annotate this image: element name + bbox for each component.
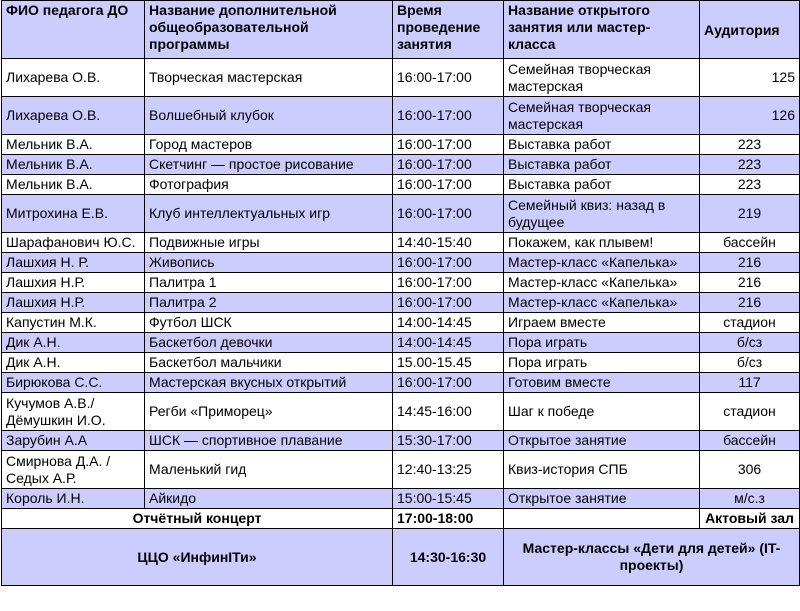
footer-time: 14:30-16:30 — [393, 529, 504, 586]
schedule-table — [1, 0, 800, 586]
cell-room: стадион — [700, 313, 800, 333]
table-row — [2, 293, 800, 313]
table-row — [2, 333, 800, 353]
cell-teacher: Король И.Н. — [2, 489, 145, 509]
cell-program: Мастерская вкусных открытий — [145, 373, 393, 393]
cell-time: 14:00-14:45 — [393, 313, 504, 333]
cell-event: Выставка работ — [504, 135, 700, 155]
cell-time: 14:00-14:45 — [393, 333, 504, 353]
cell-program: Регби «Приморец» — [145, 393, 393, 431]
table-row — [2, 253, 800, 273]
table-row — [2, 373, 800, 393]
cell-room: бассейн — [700, 233, 800, 253]
table-row — [2, 233, 800, 253]
cell-time: 14:45-16:00 — [393, 393, 504, 431]
table-row — [2, 175, 800, 195]
header-program: Название дополнительной общеобразовательной программы — [145, 1, 393, 59]
cell-event: Пора играть — [504, 353, 700, 373]
cell-room: 223 — [700, 155, 800, 175]
cell-teacher: Мельник В.А. — [2, 135, 145, 155]
cell-time: 16:00-17:00 — [393, 253, 504, 273]
cell-event: Мастер-класс «Капелька» — [504, 293, 700, 313]
cell-program: Маленький гид — [145, 451, 393, 489]
cell-time: 16:00-17:00 — [393, 155, 504, 175]
cell-event: Готовим вместе — [504, 373, 700, 393]
cell-room: 219 — [700, 195, 800, 233]
cell-program: Айкидо — [145, 489, 393, 509]
cell-event: Покажем, как плывем! — [504, 233, 700, 253]
cell-program: Палитра 1 — [145, 273, 393, 293]
cell-event: Семейная творческая мастерская — [504, 97, 700, 135]
cell-program: ШСК — спортивное плавание — [145, 431, 393, 451]
cell-program: Баскетбол девочки — [145, 333, 393, 353]
cell-program: Подвижные игры — [145, 233, 393, 253]
header-time: Время проведение занятия — [393, 1, 504, 59]
cell-room: стадион — [700, 393, 800, 431]
cell-room: 126 — [700, 97, 800, 135]
cell-event: Мастер-класс «Капелька» — [504, 253, 700, 273]
footer-event: Мастер-классы «Дети для детей» (IT-проекты) — [504, 529, 800, 586]
cell-room: 306 — [700, 451, 800, 489]
cell-teacher: Лашхия Н.Р. — [2, 293, 145, 313]
header-row — [2, 1, 800, 59]
cell-time: 16:00-17:00 — [393, 293, 504, 313]
cell-room: бассейн — [700, 431, 800, 451]
cell-program: Баскетбол мальчики — [145, 353, 393, 373]
cell-teacher: Мельник В.А. — [2, 155, 145, 175]
cell-time: 16:00-17:00 — [393, 175, 504, 195]
concert-row — [2, 509, 800, 529]
header-room: Аудитория — [700, 1, 800, 59]
cell-time: 16:00-17:00 — [393, 195, 504, 233]
cell-time: 15:00-15:45 — [393, 489, 504, 509]
concert-time: 17:00-18:00 — [393, 509, 504, 529]
table-row — [2, 489, 800, 509]
cell-teacher: Дик А.Н. — [2, 353, 145, 373]
cell-event: Играем вместе — [504, 313, 700, 333]
cell-event: Пора играть — [504, 333, 700, 353]
cell-time: 15:30-17:00 — [393, 431, 504, 451]
cell-time: 14:40-15:40 — [393, 233, 504, 253]
cell-teacher: Лихарева О.В. — [2, 59, 145, 97]
cell-time: 16:00-17:00 — [393, 373, 504, 393]
cell-room: 125 — [700, 59, 800, 97]
header-teacher: ФИО педагога ДО — [2, 1, 145, 59]
cell-room: 223 — [700, 175, 800, 195]
cell-program: Фотография — [145, 175, 393, 195]
cell-room: 216 — [700, 273, 800, 293]
cell-teacher: Бирюкова С.С. — [2, 373, 145, 393]
cell-event: Квиз-история СПБ — [504, 451, 700, 489]
cell-teacher: Капустин М.К. — [2, 313, 145, 333]
cell-room: 223 — [700, 135, 800, 155]
cell-program: Волшебный клубок — [145, 97, 393, 135]
cell-event: Выставка работ — [504, 175, 700, 195]
cell-teacher: Шарафанович Ю.С. — [2, 233, 145, 253]
cell-program: Живопись — [145, 253, 393, 273]
cell-teacher: Дик А.Н. — [2, 333, 145, 353]
table-row — [2, 431, 800, 451]
cell-time: 16:00-17:00 — [393, 273, 504, 293]
cell-program: Футбол ШСК — [145, 313, 393, 333]
cell-room: 216 — [700, 253, 800, 273]
table-row — [2, 273, 800, 293]
table-row — [2, 393, 800, 431]
concert-label: Отчётный концерт — [2, 509, 393, 529]
cell-program: Клуб интеллектуальных игр — [145, 195, 393, 233]
cell-event: Открытое занятие — [504, 431, 700, 451]
table-row — [2, 135, 800, 155]
footer-row — [2, 529, 800, 586]
cell-program: Творческая мастерская — [145, 59, 393, 97]
cell-program: Палитра 2 — [145, 293, 393, 313]
table-row — [2, 313, 800, 333]
concert-room: Актовый зал — [700, 509, 800, 529]
cell-program: Скетчинг — простое рисование — [145, 155, 393, 175]
table-row — [2, 195, 800, 233]
cell-time: 12:40-13:25 — [393, 451, 504, 489]
table-row — [2, 155, 800, 175]
cell-room: м/с.з — [700, 489, 800, 509]
cell-event: Открытое занятие — [504, 489, 700, 509]
cell-teacher: Мельник В.А. — [2, 175, 145, 195]
table-row — [2, 59, 800, 97]
concert-empty — [504, 509, 700, 529]
table-row — [2, 451, 800, 489]
cell-time: 16:00-17:00 — [393, 97, 504, 135]
cell-event: Выставка работ — [504, 155, 700, 175]
cell-time: 15.00-15.45 — [393, 353, 504, 373]
cell-event: Шаг к победе — [504, 393, 700, 431]
cell-teacher: Смирнова Д.А. / Седых А.Р. — [2, 451, 145, 489]
cell-teacher: Кучумов А.В./ Дёмушкин И.О. — [2, 393, 145, 431]
table-row — [2, 97, 800, 135]
cell-event: Семейная творческая мастерская — [504, 59, 700, 97]
table-row — [2, 353, 800, 373]
cell-teacher: Лашхия Н. Р. — [2, 253, 145, 273]
cell-room: б/сз — [700, 353, 800, 373]
cell-room: 216 — [700, 293, 800, 313]
cell-time: 16:00-17:00 — [393, 59, 504, 97]
cell-teacher: Лихарева О.В. — [2, 97, 145, 135]
cell-room: 117 — [700, 373, 800, 393]
footer-center: ЦЦО «ИнфинIТи» — [2, 529, 393, 586]
cell-teacher: Лашхия Н.Р. — [2, 273, 145, 293]
cell-teacher: Зарубин А.А — [2, 431, 145, 451]
cell-time: 16:00-17:00 — [393, 135, 504, 155]
cell-teacher: Митрохина Е.В. — [2, 195, 145, 233]
cell-event: Мастер-класс «Капелька» — [504, 273, 700, 293]
cell-event: Семейный квиз: назад в будущее — [504, 195, 700, 233]
header-event: Название открытого занятия или мастер-класса — [504, 1, 700, 59]
cell-room: б/сз — [700, 333, 800, 353]
cell-program: Город мастеров — [145, 135, 393, 155]
